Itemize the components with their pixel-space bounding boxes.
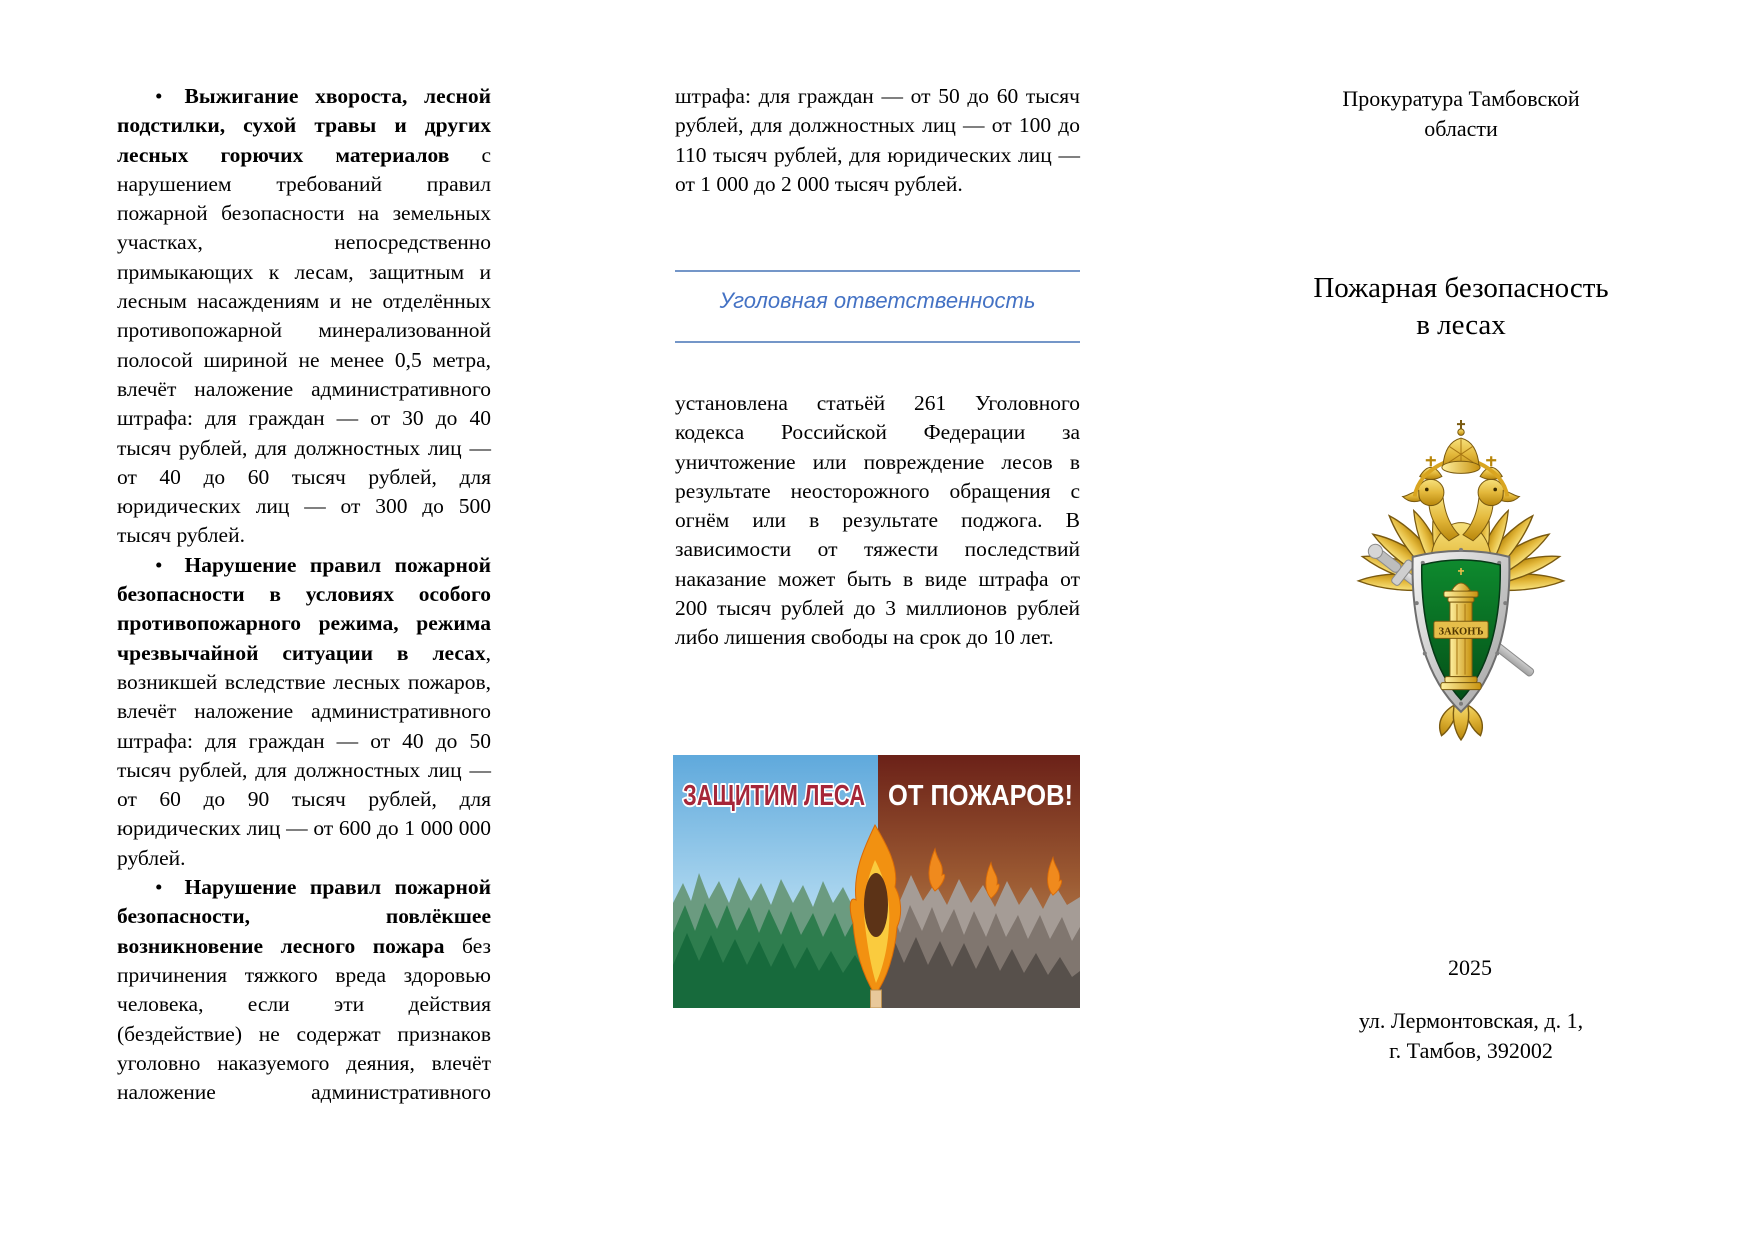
address-line1: ул. Лермонтовская, д. 1, xyxy=(1358,1008,1584,1033)
poster-right-title: ОТ ПОЖАРОВ! xyxy=(888,780,1073,812)
prosecutor-emblem-icon xyxy=(1330,412,1592,744)
bullet-bold-text: Выжигание хвороста, лесной подстилки, сухой травы и других лесных горючих материалов xyxy=(117,84,491,167)
publication-year: 2025 xyxy=(1448,955,1492,980)
divider-line-top xyxy=(675,270,1080,272)
bullet-item-forest-fire xyxy=(117,873,491,1107)
brochure-title-line2: в лесах xyxy=(1416,309,1506,341)
bullet-bold-text: Нарушение правил пожарной безопасности, повлёкшее возникновение лесного пожара xyxy=(117,875,491,958)
match-stick xyxy=(871,990,882,1008)
match-head xyxy=(864,873,888,937)
address-block xyxy=(1310,1006,1632,1066)
poster-left-title: ЗАЩИТИМ ЛЕСА xyxy=(683,780,866,812)
emblem-shield-text: ЗАКОНЪ xyxy=(1438,626,1484,638)
continuation-paragraph: штрафа: для граждан — от 50 до 60 тысяч рублей, для должностных лиц — от 100 до 110 тысяч рублей, для юридических лиц — от 1 000 до 2 000 тысяч рублей. xyxy=(675,84,1080,196)
brochure-title-line1: Пожарная безопасность xyxy=(1313,272,1609,304)
left-column xyxy=(117,82,491,1107)
brochure-title xyxy=(1270,270,1652,344)
org-name-line1: Прокуратура Тамбовской xyxy=(1342,86,1580,111)
prosecutor-emblem-image xyxy=(1330,412,1592,744)
bullet-icon: • xyxy=(155,84,163,108)
org-name-line2: области xyxy=(1424,116,1498,141)
bullet-body-text: без причинения тяжкого вреда здоровью человека, если эти действия (бездействие) не содержат признаков уголовно наказуемого деяния, влечёт наложение административного xyxy=(117,933,491,1105)
middle-column-criminal-text xyxy=(675,389,1080,653)
middle-column-continuation xyxy=(675,82,1080,199)
divider-line-bottom xyxy=(675,341,1080,343)
poster-illustration xyxy=(673,755,1080,1008)
bullet-body-text: , возникшей вследствие лесных пожаров, влечёт наложение административного штрафа: для граждан — от 40 до 50 тысяч рублей, для должностных лиц — от 60 до 90 тысяч рублей, для юридических лиц — от 600 до 1 000 000 рублей. xyxy=(117,640,491,870)
bullet-item-burning-brushwood xyxy=(117,82,491,551)
forest-fire-poster-image xyxy=(673,755,1080,1008)
address-line2: г. Тамбов, 392002 xyxy=(1389,1038,1553,1063)
criminal-liability-paragraph: установлена статьёй 261 Уголовного кодекса Российской Федерации за уничтожение или повреждение лесов в результате неосторожного обращения с огнём или в результате поджога. В зависимости от тяжести последствий наказание может быть в виде штрафа от 200 тысяч рублей до 3 миллионов рублей либо лишения свободы на срок до 10 лет. xyxy=(675,391,1080,650)
bullet-bold-text: Нарушение правил пожарной безопасности в условиях особого противопожарного режима, режима чрезвычайной ситуации в лесах xyxy=(117,552,491,665)
bullet-item-special-regime xyxy=(117,551,491,873)
bullet-icon: • xyxy=(155,552,163,577)
organization-name xyxy=(1300,84,1622,144)
criminal-liability-heading: Уголовная ответственность xyxy=(719,288,1036,313)
bullet-icon: • xyxy=(155,875,163,900)
bullet-body-text: с нарушением требований правил пожарной безопасности на земельных участках, непосредственно примыкающих к лесам, защитным и лесным насаждениям и не отделённых противопожарной минерализованной полосой шириной не менее 0,5 метра, влечёт наложение административного штрафа: для граждан — от 30 до 40 тысяч рублей, для должностных лиц — от 40 до 60 тысяч рублей, для юридических лиц — от 300 до 500 тысяч рублей. xyxy=(117,142,491,548)
